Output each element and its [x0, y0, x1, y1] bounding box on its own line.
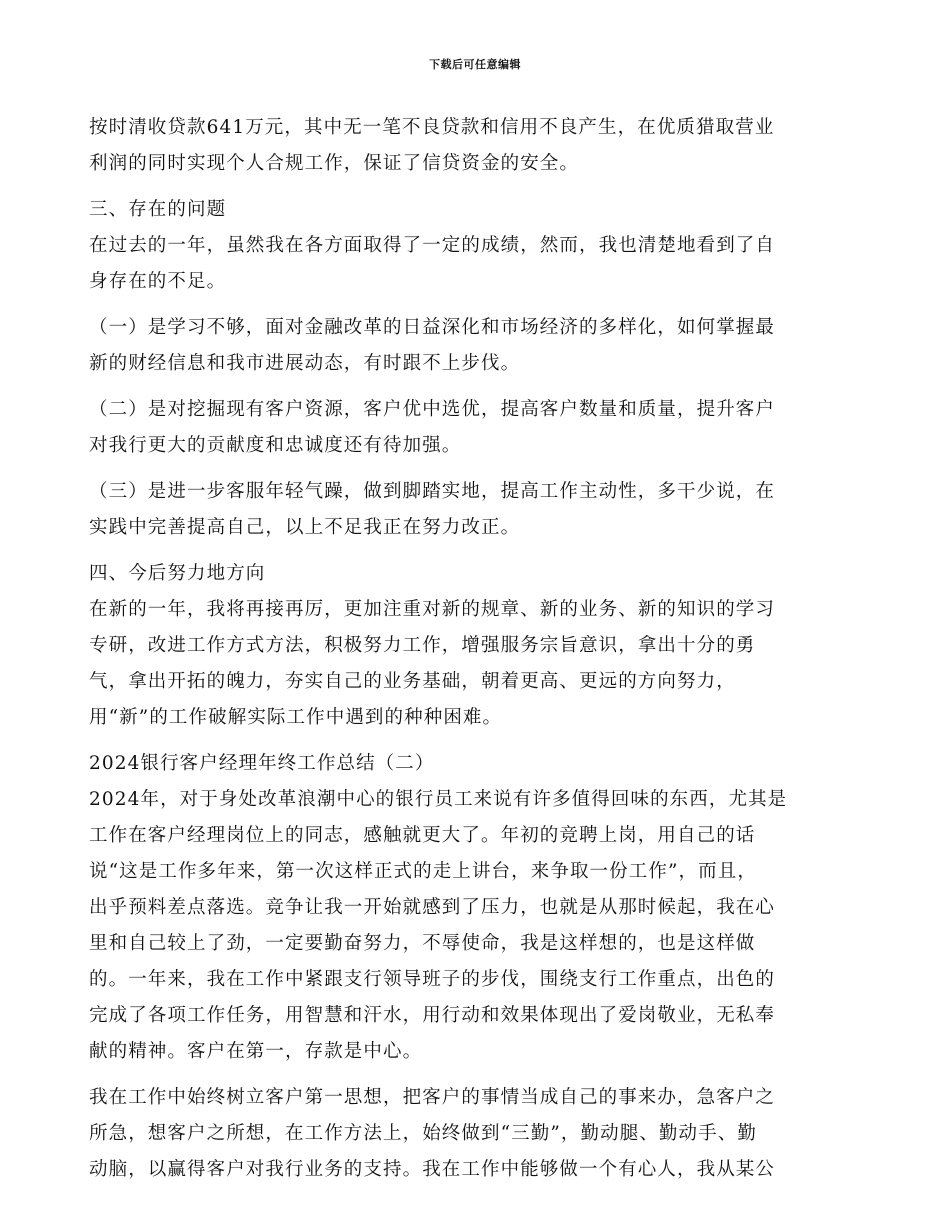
paragraph-year-review: 2024年，对于身处改革浪潮中心的银行员工来说有许多值得回味的东西，尤其是 工作在客户经理岗位上的同志，感触就更大了。年初的竞聘上岗，用自己的话 说“这是工作多年来，第一次这样正式的走上讲台，来争取一份工作”，而且， 出乎预料差点落选。竞争让我一开始就感到了压力，也就是从那时候起，我在心 里和自己较上了劲，一定要勤奋努力，不辱使命，我是这样想的，也是这样做 的。一年来，我在工作中紧跟支行领导班子的步伐，围绕支行工作重点，出色的 完成了各项工作任务，用智慧和汗水，用行动和效果体现出了爱岗敬业，无私奉 献的精神。客户在第一，存款是中心。 [89, 789, 788, 1062]
paragraph-problems-intro: 在过去的一年，虽然我在各方面取得了一定的成绩，然而，我也清楚地看到了自 身存在的不足。 [89, 235, 776, 292]
document-body [89, 110, 861, 1188]
paragraph-problem-1: （一）是学习不够，面对金融改革的日益深化和市场经济的多样化，如何掌握最 新的财经信息和我市进展动态，有时跟不上步伐。 [89, 317, 776, 374]
document-subtitle: 2024银行客户经理年终工作总结（二） [89, 753, 435, 774]
paragraph-direction: 在新的一年，我将再接再厉，更加注重对新的规章、新的业务、新的知识的学习 专研，改进工作方式方法，积极努力工作，增强服务宗旨意识，拿出十分的勇 气，拿出开拓的魄力，夯实自己的业务基础，朝着更高、更远的方向努力， 用“新”的工作破解实际工作中遇到的种种困难。 [89, 599, 776, 728]
paragraph-loan-collection: 按时清收贷款641万元，其中无一笔不良贷款和信用不良产生，在优质猎取营业 利润的同时实现个人合规工作，保证了信贷资金的安全。 [89, 117, 775, 174]
paragraph-customer-first: 我在工作中始终树立客户第一思想，把客户的事情当成自己的事来办，急客户之 所急，想客户之所想，在工作方法上，始终做到“三勤”，勤动腿、勤动手、勤 动脑，以赢得客户对我行业务的支持。我在工作中能够做一个有心人，我从某公 [89, 1087, 776, 1180]
paragraph-problem-3: （三）是进一步客服年轻气躁，做到脚踏实地，提高工作主动性，多干少说，在 实践中完善提高自己，以上不足我正在努力改正。 [89, 481, 776, 538]
section-heading-direction: 四、今后努力地方向 [89, 563, 266, 584]
section-heading-problems: 三、存在的问题 [89, 199, 227, 220]
paragraph-problem-2: （二）是对挖掘现有客户资源，客户优中选优，提高客户数量和质量，提升客户 对我行更大的贡献度和忠诚度还有待加强。 [89, 399, 776, 456]
header-note: 下载后可任意编辑 [429, 58, 521, 71]
